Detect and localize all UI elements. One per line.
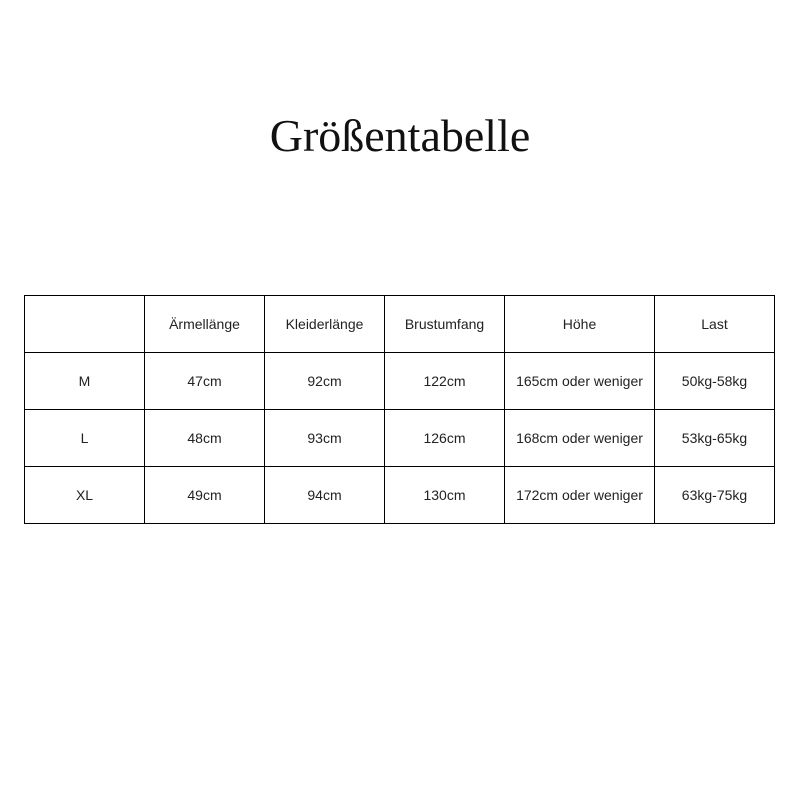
dress-length-cell: 92cm xyxy=(265,353,385,410)
table-header-row xyxy=(25,296,775,353)
size-cell: L xyxy=(25,410,145,467)
header-cell-bust: Brustumfang xyxy=(385,296,505,353)
header-cell-height: Höhe xyxy=(505,296,655,353)
height-cell: 172cm oder weniger xyxy=(505,467,655,524)
bust-cell: 122cm xyxy=(385,353,505,410)
sleeve-length-cell: 47cm xyxy=(145,353,265,410)
height-cell: 165cm oder weniger xyxy=(505,353,655,410)
bust-cell: 126cm xyxy=(385,410,505,467)
sleeve-length-cell: 48cm xyxy=(145,410,265,467)
sleeve-length-cell: 49cm xyxy=(145,467,265,524)
size-table xyxy=(24,295,775,524)
size-cell: XL xyxy=(25,467,145,524)
table-row xyxy=(25,467,775,524)
table-row xyxy=(25,410,775,467)
size-cell: M xyxy=(25,353,145,410)
table-row xyxy=(25,353,775,410)
header-cell-sleeve-length: Ärmellänge xyxy=(145,296,265,353)
weight-cell: 63kg-75kg xyxy=(655,467,775,524)
bust-cell: 130cm xyxy=(385,467,505,524)
height-cell: 168cm oder weniger xyxy=(505,410,655,467)
weight-cell: 50kg-58kg xyxy=(655,353,775,410)
header-cell-weight: Last xyxy=(655,296,775,353)
dress-length-cell: 93cm xyxy=(265,410,385,467)
weight-cell: 53kg-65kg xyxy=(655,410,775,467)
header-cell-dress-length: Kleiderlänge xyxy=(265,296,385,353)
header-cell-size xyxy=(25,296,145,353)
page-title: Größentabelle xyxy=(269,110,531,161)
dress-length-cell: 94cm xyxy=(265,467,385,524)
